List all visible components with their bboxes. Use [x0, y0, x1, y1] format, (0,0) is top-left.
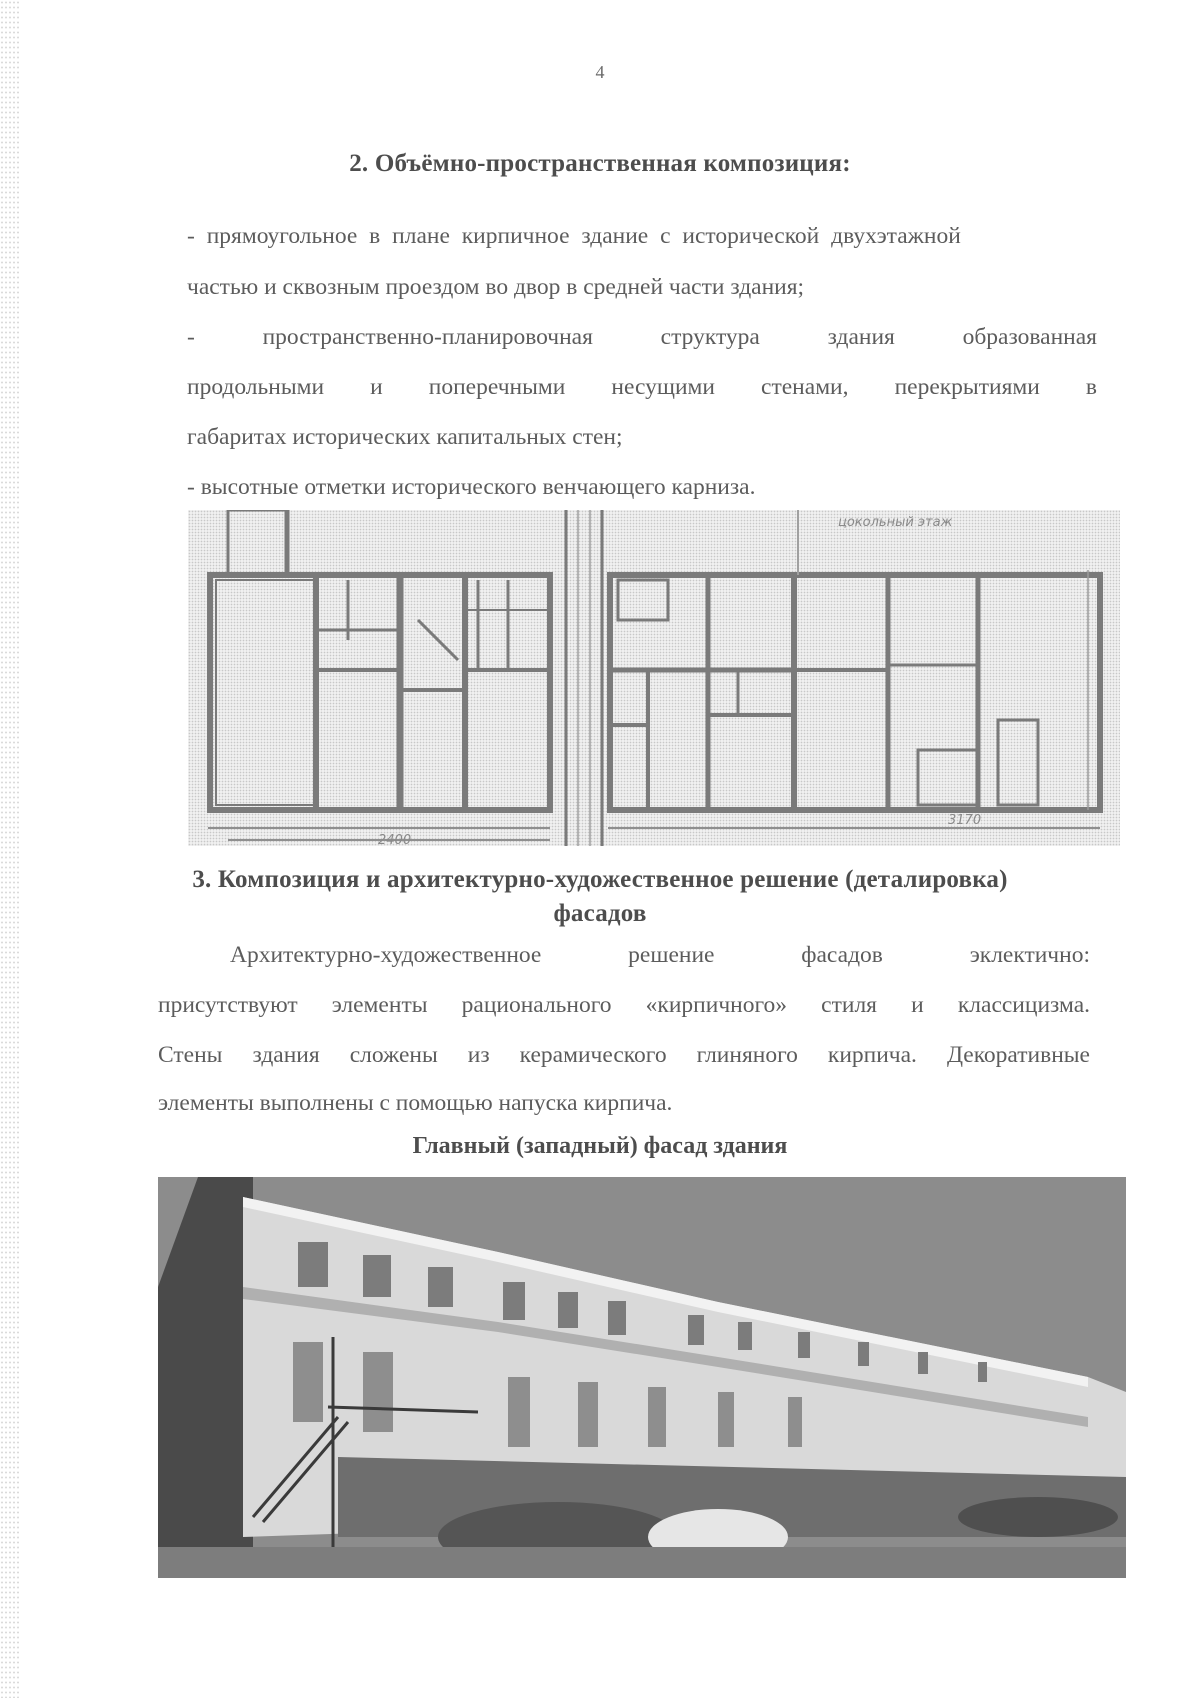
plan-dim-right: 3170 — [948, 813, 982, 828]
paragraph-line-3: Стены здания сложены из керамического глиняного кирпича. Декоративные — [158, 1042, 1090, 1068]
section-3-heading-line-1: 3. Композиция и архитектурно-художественное решение (деталировка) — [192, 866, 1008, 893]
paragraph-line-1: Архитектурно-художественное решение фасадов эклектично: — [230, 942, 1090, 968]
scan-noise-edge — [0, 0, 20, 1698]
floor-plan-drawing — [188, 510, 1120, 846]
list-item-2-line-1: - пространственно-планировочная структура здания образованная — [187, 324, 1097, 350]
paragraph-line-4: элементы выполнены с помощью напуска кирпича. — [158, 1090, 673, 1116]
list-item-3-line-1: - высотные отметки исторического венчающего карниза. — [187, 474, 756, 500]
list-item-1-line-2: частью и сквозным проездом во двор в средней части здания; — [187, 274, 805, 300]
list-item-1-line-1 — [187, 223, 1097, 250]
facade-photo — [158, 1177, 1126, 1578]
facade-photo-svg — [158, 1177, 1126, 1578]
list-item-1-text: - прямоугольное в плане кирпичное здание с исторической двухэтажной — [187, 223, 961, 249]
plan-label-basement: цокольный этаж — [838, 515, 953, 530]
section-2-heading: 2. Объёмно-пространственная композиция: — [349, 150, 851, 177]
page-number: 4 — [595, 62, 605, 82]
list-item-2-line-3: габаритах исторических капитальных стен; — [187, 424, 623, 450]
facade-photo-caption: Главный (западный) фасад здания — [412, 1133, 788, 1159]
list-item-2-line-2: продольными и поперечными несущими стенами, перекрытиями в — [187, 374, 1097, 400]
plan-dim-left: 2400 — [378, 833, 412, 846]
floor-plan-svg — [188, 510, 1120, 846]
section-3-heading-line-2: фасадов — [553, 900, 647, 927]
paragraph-line-2: присутствуют элементы рационального «кирпичного» стиля и классицизма. — [158, 992, 1090, 1018]
